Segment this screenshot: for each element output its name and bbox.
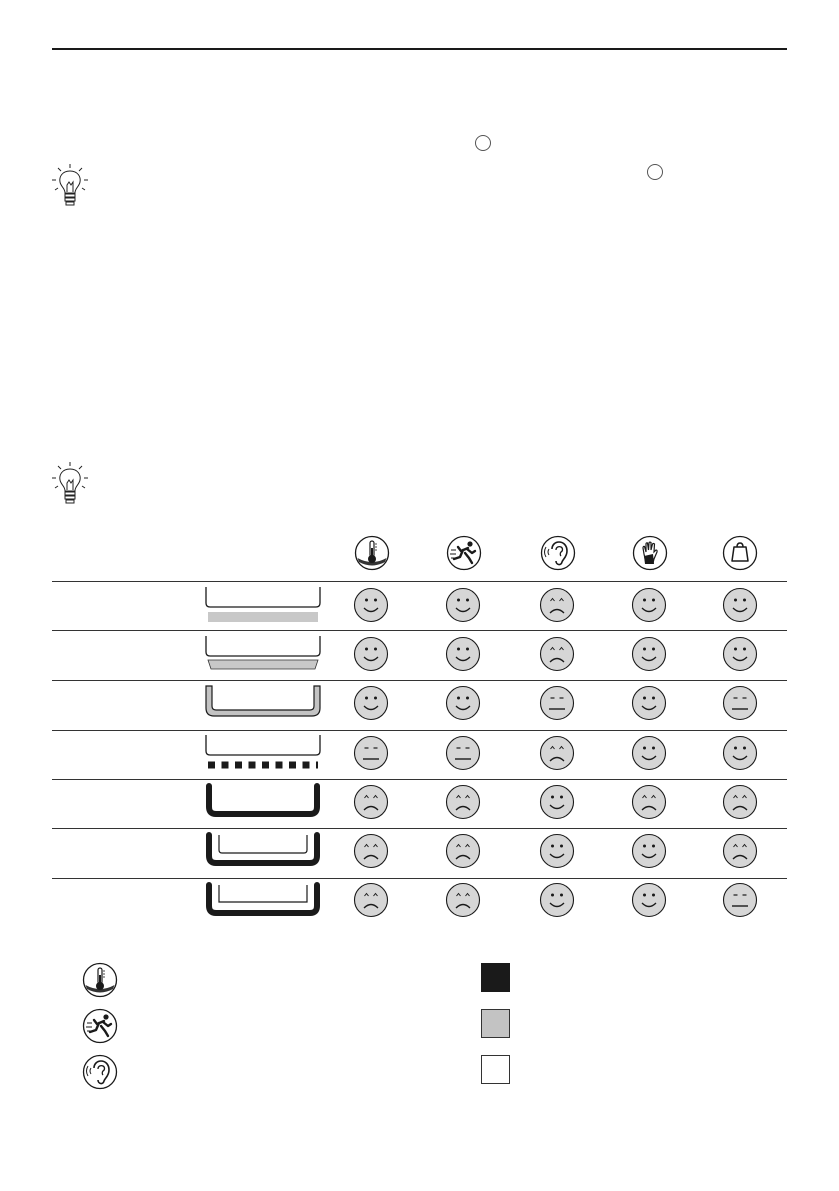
cookware-black-pan-white-inner (203, 882, 323, 924)
cookware-light-flat-base (203, 585, 323, 627)
sad-face-icon (722, 833, 758, 869)
sad-face-icon (631, 784, 667, 820)
neutral-face-icon (445, 735, 481, 771)
happy-face-icon (353, 685, 389, 721)
sad-face-icon (353, 833, 389, 869)
cookware-black-pan-inner-outline (203, 832, 323, 874)
sad-face-icon (539, 587, 575, 623)
table-row-rule (52, 730, 787, 731)
cookware-light-flared-base (203, 634, 323, 676)
happy-face-icon (539, 784, 575, 820)
running-person-icon (446, 535, 482, 571)
happy-face-icon (445, 587, 481, 623)
table-row-rule (52, 630, 787, 631)
table-row-rule (52, 779, 787, 780)
happy-face-icon (445, 636, 481, 672)
happy-face-icon (631, 636, 667, 672)
table-row-rule (52, 581, 787, 582)
sad-face-icon (445, 784, 481, 820)
sad-face-icon (539, 636, 575, 672)
table-row-rule (52, 828, 787, 829)
black-swatch (481, 963, 510, 992)
neutral-face-icon (722, 882, 758, 918)
happy-face-icon (722, 735, 758, 771)
weight-icon (722, 535, 758, 571)
table-row-rule (52, 878, 787, 879)
table-row-rule (52, 680, 787, 681)
running-person-icon (82, 1008, 118, 1044)
happy-face-icon (722, 636, 758, 672)
white-swatch (481, 1055, 510, 1084)
sad-face-icon (539, 735, 575, 771)
happy-face-icon (539, 833, 575, 869)
neutral-face-icon (539, 685, 575, 721)
neutral-face-icon (353, 735, 389, 771)
happy-face-icon (631, 882, 667, 918)
grey-swatch (481, 1009, 510, 1038)
ear-sound-icon (82, 1054, 118, 1090)
happy-face-icon (353, 587, 389, 623)
thermometer-icon (82, 962, 118, 998)
neutral-face-icon (722, 685, 758, 721)
happy-face-icon (722, 587, 758, 623)
thermometer-icon (354, 535, 390, 571)
glove-hand-icon (632, 535, 668, 571)
happy-face-icon (631, 735, 667, 771)
sad-face-icon (353, 882, 389, 918)
sad-face-icon (445, 833, 481, 869)
sad-face-icon (353, 784, 389, 820)
cookware-dashed-base-pan (203, 733, 323, 775)
cookware-grey-outline-pan (203, 684, 323, 726)
happy-face-icon (539, 882, 575, 918)
sad-face-icon (445, 882, 481, 918)
happy-face-icon (445, 685, 481, 721)
cookware-heavy-black-pan (203, 783, 323, 825)
ear-sound-icon (540, 535, 576, 571)
happy-face-icon (631, 587, 667, 623)
happy-face-icon (631, 685, 667, 721)
happy-face-icon (353, 636, 389, 672)
sad-face-icon (722, 784, 758, 820)
happy-face-icon (631, 833, 667, 869)
